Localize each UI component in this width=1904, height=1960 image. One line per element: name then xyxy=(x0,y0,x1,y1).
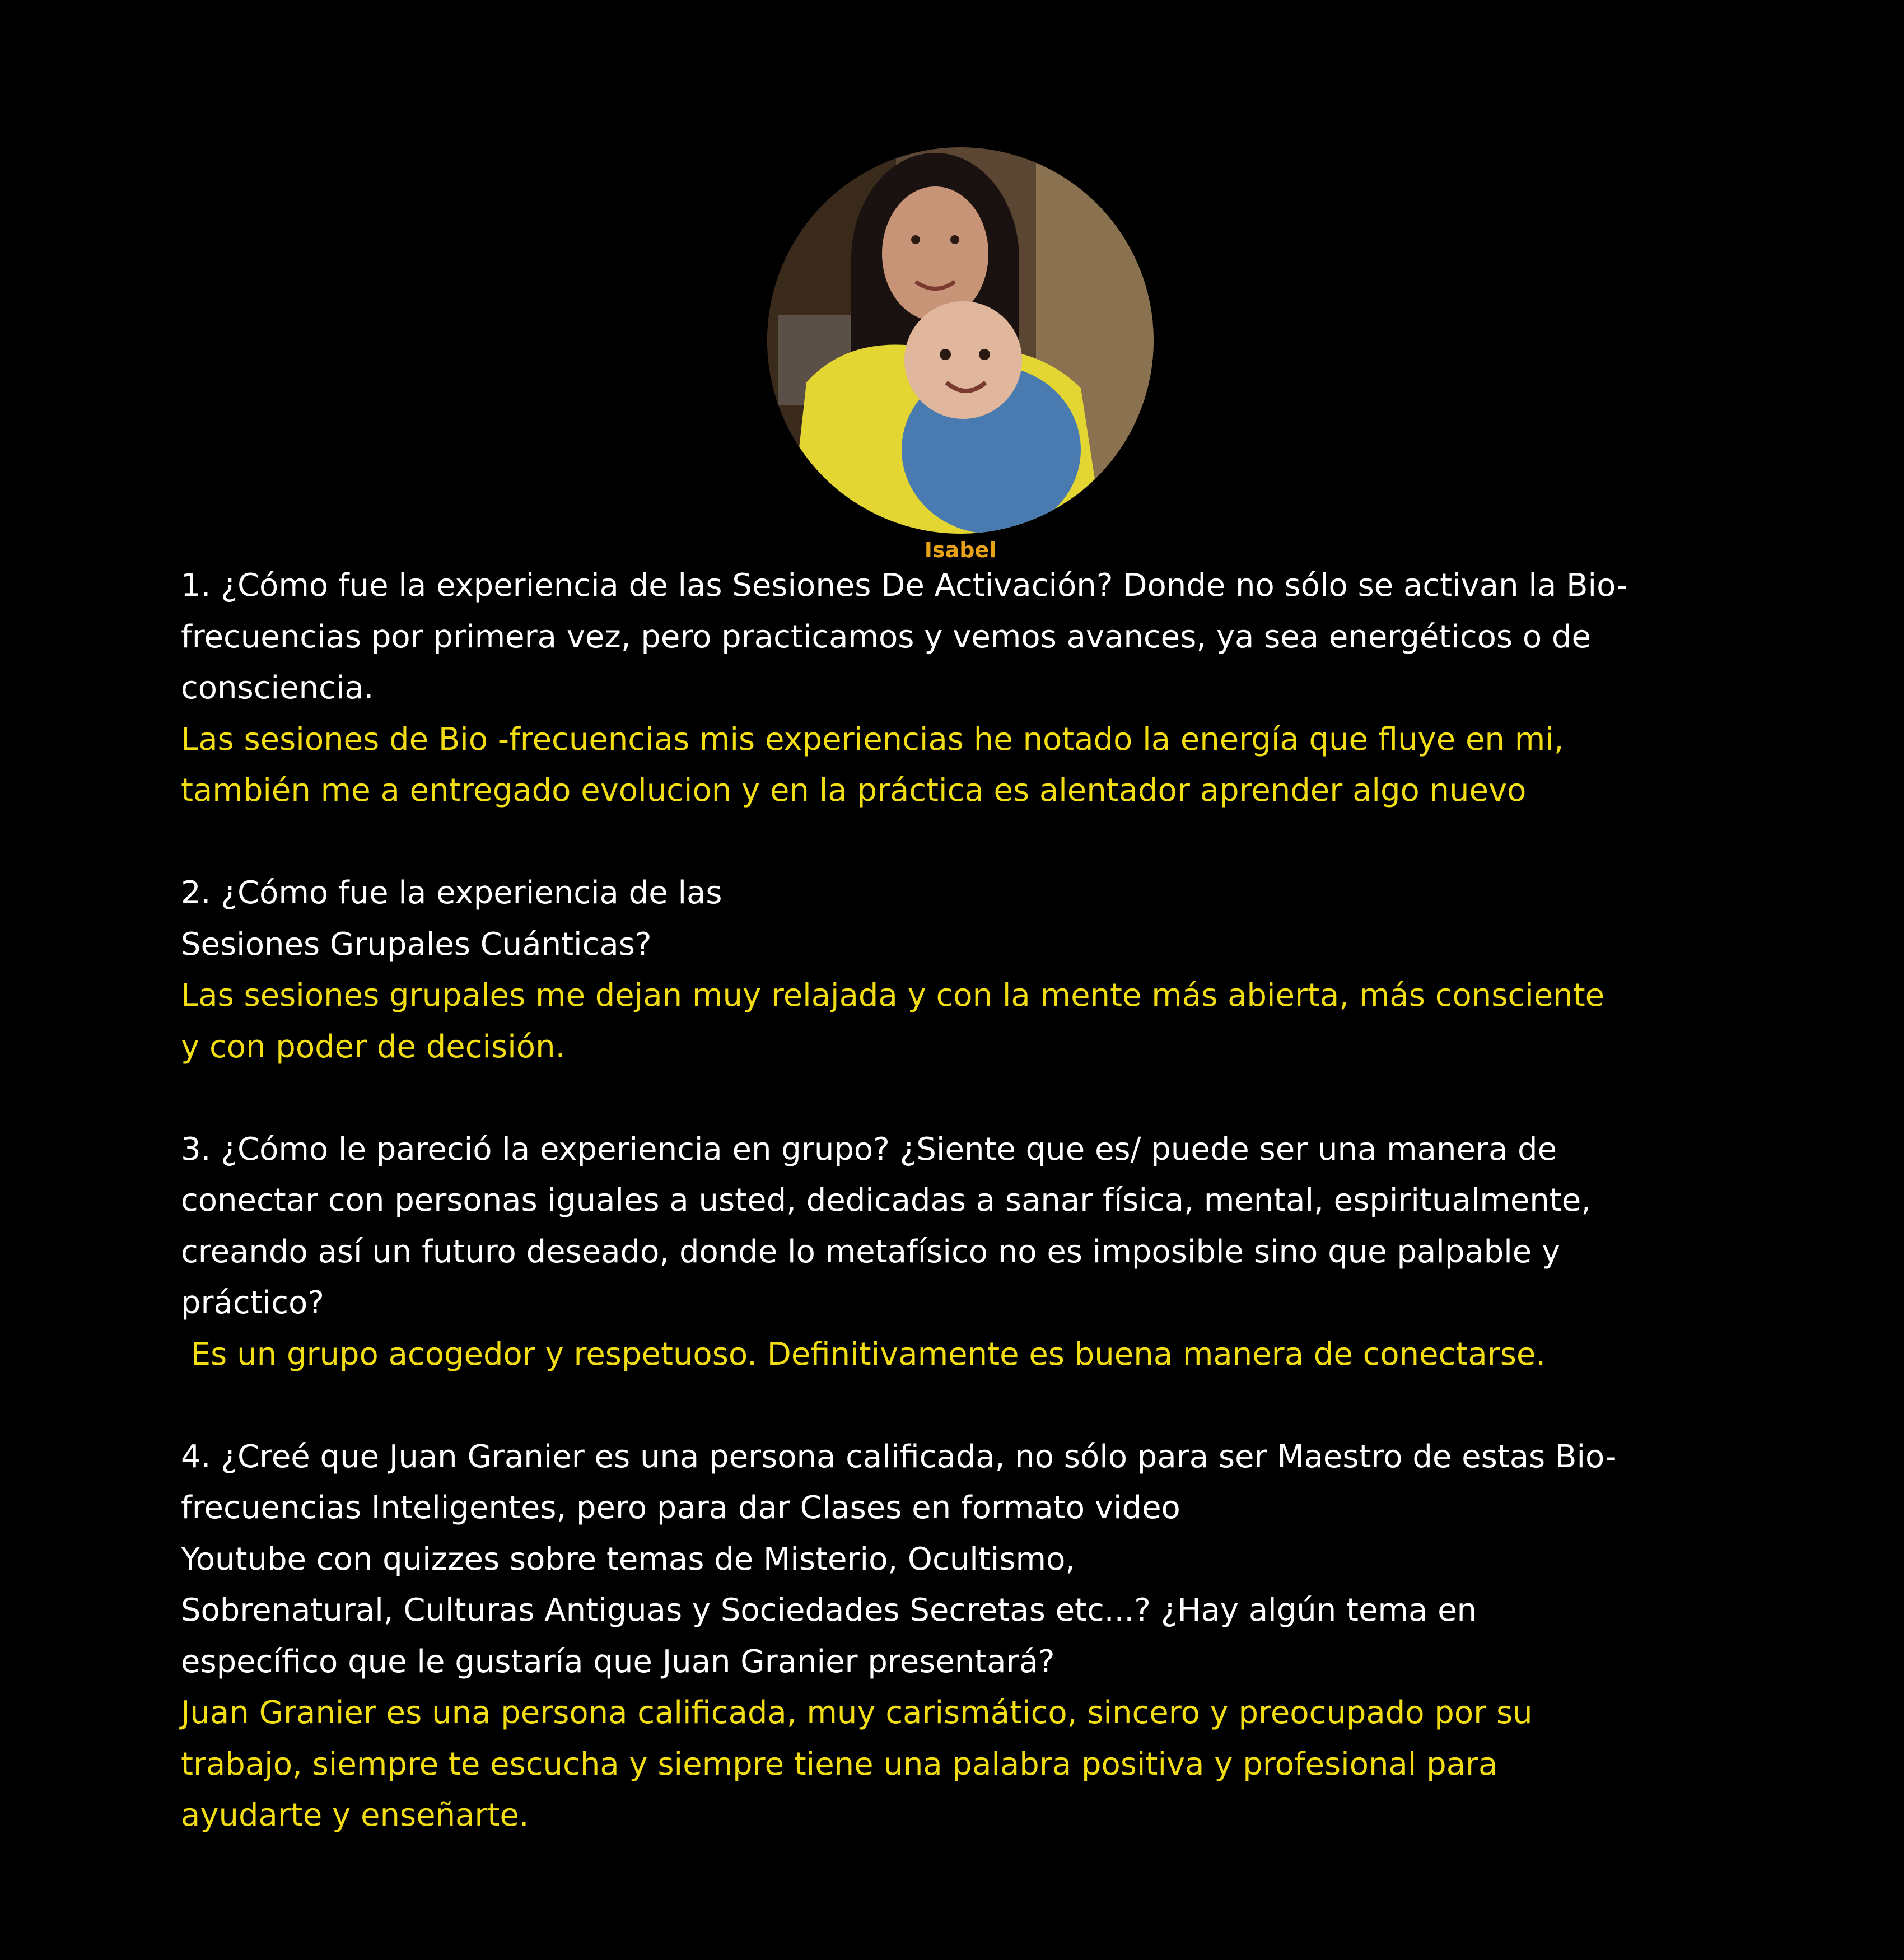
question-line: frecuencias Inteligentes, pero para dar Clases en formato video xyxy=(181,1490,1180,1526)
question-line: frecuencias por primera vez, pero practicamos y vemos avances, ya sea energéticos o de xyxy=(181,618,1591,655)
profile-name: Isabel xyxy=(924,538,997,562)
answer-block-4 xyxy=(181,1687,1788,1841)
testimonial-content xyxy=(181,560,1788,1841)
answer-line: Es un grupo acogedor y respetuoso. Definitivamente es buena manera de conectarse. xyxy=(181,1336,1546,1373)
profile-photo xyxy=(767,147,1154,534)
question-line: Sesiones Grupales Cuánticas? xyxy=(181,926,652,963)
question-block-1 xyxy=(181,560,1788,714)
spacer xyxy=(181,816,1788,868)
question-line: Youtube con quizzes sobre temas de Misterio, Ocultismo, xyxy=(181,1541,1076,1578)
spacer xyxy=(181,1380,1788,1431)
question-line: 1. ¿Cómo fue la experiencia de las Sesiones De Activación? Donde no sólo se activan la Bio- xyxy=(181,567,1628,604)
question-line: específico que le gustaría que Juan Granier presentará? xyxy=(181,1643,1055,1680)
question-line: creando así un futuro deseado, donde lo metafísico no es imposible sino que palpable y xyxy=(181,1233,1561,1270)
spacer xyxy=(181,1072,1788,1124)
question-line: 2. ¿Cómo fue la experiencia de las xyxy=(181,875,722,911)
answer-line: Las sesiones grupales me dejan muy relajada y con la mente más abierta, más consciente xyxy=(181,977,1605,1014)
question-block-4 xyxy=(181,1431,1788,1688)
portrait-photo-icon xyxy=(767,147,1154,534)
answer-line: Juan Granier es una persona calificada, muy carismático, sincero y preocupado por su xyxy=(181,1695,1533,1731)
answer-block-1 xyxy=(181,714,1788,816)
answer-block-2 xyxy=(181,970,1788,1072)
question-block-2 xyxy=(181,867,1788,970)
answer-block-3 xyxy=(181,1329,1788,1380)
answer-line: también me a entregado evolucion y en la práctica es alentador aprender algo nuevo xyxy=(181,772,1527,809)
question-line: práctico? xyxy=(181,1285,324,1321)
answer-line: y con poder de decisión. xyxy=(181,1028,566,1065)
question-line: consciencia. xyxy=(181,670,374,706)
answer-line: Las sesiones de Bio -frecuencias mis experiencias he notado la energía que fluye en mi, xyxy=(181,721,1564,758)
question-line: Sobrenatural, Culturas Antiguas y Sociedades Secretas etc...? ¿Hay algún tema en xyxy=(181,1592,1477,1628)
question-line: conectar con personas iguales a usted, dedicadas a sanar física, mental, espiritualmente, xyxy=(181,1182,1592,1219)
answer-line: ayudarte y enseñarte. xyxy=(181,1797,529,1833)
answer-line: trabajo, siempre te escucha y siempre tiene una palabra positiva y profesional para xyxy=(181,1746,1498,1782)
question-line: 3. ¿Cómo le pareció la experiencia en grupo? ¿Siente que es/ puede ser una manera de xyxy=(181,1131,1557,1168)
question-block-3 xyxy=(181,1124,1788,1329)
question-line: 4. ¿Creé que Juan Granier es una persona calificada, no sólo para ser Maestro de estas Bio- xyxy=(181,1438,1617,1475)
